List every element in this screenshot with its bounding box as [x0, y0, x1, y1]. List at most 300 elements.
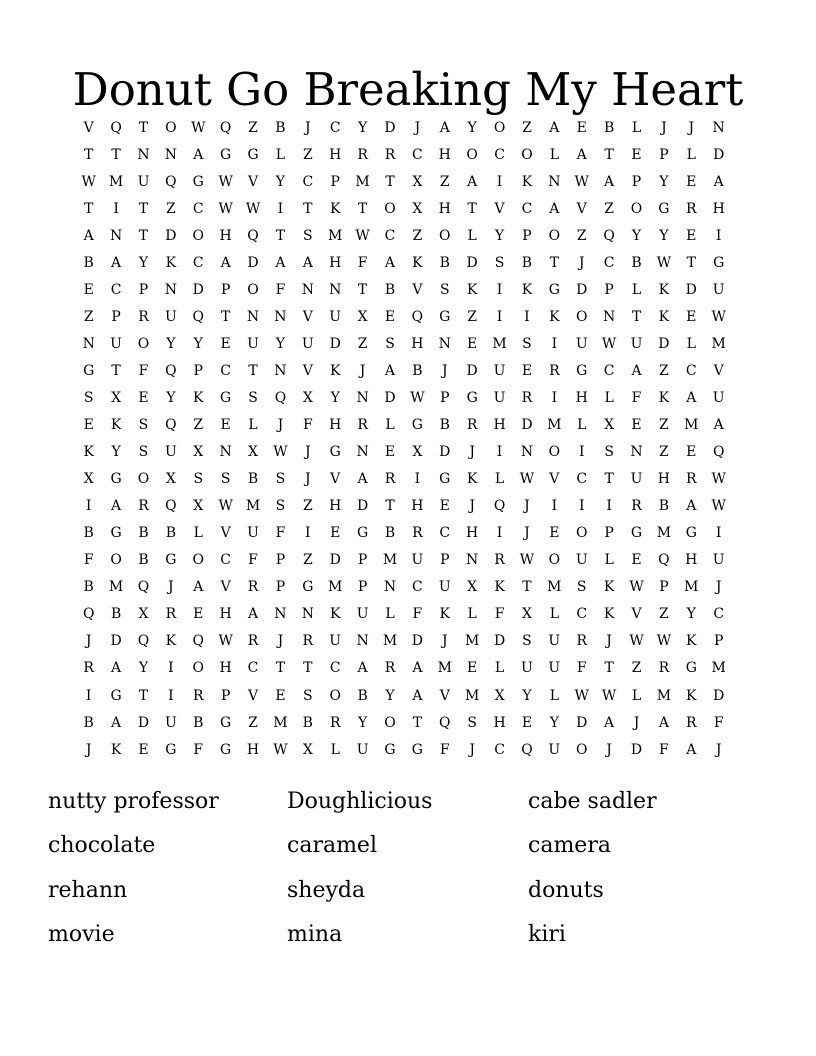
grid-letter: Y: [494, 227, 505, 244]
grid-letter: D: [137, 714, 150, 731]
grid-letter: R: [412, 525, 423, 542]
grid-letter: M: [492, 335, 507, 352]
grid-letter: X: [494, 687, 505, 704]
grid-letter: A: [412, 660, 423, 677]
grid-row: [75, 736, 732, 763]
grid-letter: M: [464, 633, 480, 650]
grid-letter: U: [630, 471, 643, 488]
grid-letter: R: [357, 417, 368, 434]
grid-letter: M: [656, 525, 672, 542]
grid-letter: J: [359, 362, 366, 379]
grid-row: [75, 114, 732, 141]
grid-letter: N: [164, 281, 177, 298]
grid-letter: A: [384, 362, 396, 379]
puzzle-title: Donut Go Breaking My Heart: [72, 63, 744, 117]
grid-letter: Q: [110, 119, 122, 136]
grid-letter: W: [601, 687, 617, 704]
grid-letter: P: [111, 308, 121, 325]
word-list-item: caramel: [287, 833, 377, 859]
grid-letter: H: [438, 146, 451, 163]
grid-letter: U: [438, 579, 451, 596]
grid-letter: N: [356, 633, 369, 650]
grid-letter: G: [329, 444, 341, 461]
grid-letter: D: [685, 281, 697, 298]
grid-letter: Y: [166, 389, 176, 406]
grid-letter: C: [192, 200, 204, 217]
grid-letter: T: [686, 254, 696, 271]
grid-letter: K: [110, 417, 122, 434]
grid-letter: T: [248, 362, 258, 379]
grid-letter: N: [712, 119, 725, 136]
grid-letter: Z: [522, 119, 532, 136]
grid-letter: I: [524, 308, 530, 325]
grid-letter: E: [330, 525, 341, 542]
grid-letter: A: [247, 606, 259, 623]
grid-letter: I: [85, 498, 92, 515]
grid-letter: S: [522, 335, 532, 352]
grid-letter: C: [603, 254, 615, 271]
grid-letter: O: [192, 227, 204, 244]
grid-letter: R: [686, 714, 697, 731]
grid-letter: O: [384, 200, 396, 217]
grid-letter: J: [85, 633, 92, 650]
grid-row: [75, 195, 732, 222]
grid-letter: Z: [412, 227, 423, 244]
grid-letter: E: [275, 687, 286, 704]
grid-letter: K: [686, 687, 697, 704]
grid-letter: A: [686, 741, 697, 758]
grid-letter: L: [549, 146, 559, 163]
grid-letter: U: [247, 335, 259, 352]
grid-letter: T: [275, 660, 286, 677]
grid-letter: K: [521, 173, 533, 190]
grid-letter: J: [469, 498, 475, 515]
grid-letter: A: [686, 389, 697, 406]
grid-letter: U: [712, 552, 725, 569]
grid-letter: F: [659, 741, 669, 758]
grid-letter: E: [138, 741, 149, 758]
grid-letter: E: [631, 146, 642, 163]
grid-letter: O: [493, 119, 506, 136]
grid-letter: G: [411, 741, 423, 758]
grid-letter: F: [631, 389, 642, 406]
grid-letter: L: [494, 660, 505, 677]
grid-letter: Y: [193, 335, 203, 352]
grid-letter: D: [630, 741, 643, 758]
grid-letter: B: [193, 714, 204, 731]
grid-letter: Y: [166, 335, 176, 352]
grid-letter: C: [494, 741, 505, 758]
grid-letter: T: [357, 200, 368, 217]
grid-letter: N: [109, 227, 123, 244]
grid-letter: F: [713, 714, 724, 731]
grid-letter: A: [713, 173, 724, 190]
grid-letter: J: [715, 741, 722, 758]
grid-letter: O: [192, 552, 204, 569]
grid-letter: J: [606, 741, 612, 758]
grid-letter: Z: [439, 173, 450, 190]
grid-letter: V: [549, 471, 560, 488]
grid-letter: R: [83, 660, 94, 677]
grid-letter: U: [164, 444, 177, 461]
grid-letter: U: [247, 525, 259, 542]
grid-letter: I: [551, 389, 558, 406]
grid-letter: F: [412, 606, 423, 623]
grid-letter: M: [547, 417, 562, 434]
grid-letter: V: [247, 173, 259, 190]
grid-letter: J: [85, 741, 92, 758]
grid-letter: U: [356, 741, 369, 758]
grid-letter: S: [193, 471, 204, 488]
grid-letter: N: [466, 552, 479, 569]
grid-letter: U: [712, 281, 725, 298]
grid-letter: N: [164, 146, 177, 163]
grid-letter: C: [302, 173, 314, 190]
grid-letter: Z: [659, 417, 669, 434]
grid-letter: E: [193, 606, 204, 623]
grid-row: [75, 439, 732, 466]
grid-letter: Z: [302, 552, 313, 569]
grid-letter: B: [302, 714, 313, 731]
grid-letter: H: [329, 498, 342, 515]
grid-letter: F: [576, 660, 587, 677]
grid-letter: N: [329, 281, 342, 298]
grid-letter: P: [275, 552, 286, 569]
grid-letter: E: [467, 660, 478, 677]
grid-letter: Y: [138, 254, 149, 271]
grid-letter: A: [604, 714, 615, 731]
grid-letter: J: [168, 579, 174, 596]
grid-letter: T: [604, 471, 614, 488]
grid-letter: S: [522, 633, 532, 650]
grid-letter: W: [273, 444, 288, 461]
grid-letter: D: [466, 362, 478, 379]
grid-row: [75, 547, 732, 574]
grid-letter: R: [247, 633, 259, 650]
grid-letter: E: [686, 227, 697, 244]
grid-row: [75, 168, 732, 195]
grid-letter: R: [658, 660, 670, 677]
grid-letter: G: [302, 579, 314, 596]
grid-letter: M: [245, 498, 261, 515]
grid-letter: T: [138, 687, 149, 704]
grid-letter: Y: [330, 389, 340, 406]
grid-letter: W: [711, 471, 726, 488]
grid-letter: T: [412, 714, 423, 731]
grid-letter: A: [604, 173, 615, 190]
grid-letter: E: [631, 552, 642, 569]
grid-letter: M: [656, 687, 672, 704]
grid-letter: O: [439, 227, 451, 244]
grid-letter: G: [165, 552, 177, 569]
grid-letter: S: [604, 444, 614, 461]
grid-letter: V: [302, 362, 313, 379]
grid-letter: A: [549, 200, 560, 217]
grid-letter: O: [575, 741, 588, 758]
grid-letter: X: [357, 308, 368, 325]
grid-letter: G: [576, 362, 588, 379]
grid-letter: O: [137, 471, 150, 488]
grid-letter: L: [494, 471, 505, 488]
grid-letter: Z: [193, 417, 204, 434]
grid-letter: F: [275, 281, 286, 298]
grid-letter: A: [220, 254, 231, 271]
grid-letter: Z: [659, 606, 669, 623]
grid-letter: H: [411, 335, 424, 352]
grid-letter: F: [83, 552, 94, 569]
grid-letter: T: [522, 579, 532, 596]
grid-letter: J: [715, 579, 722, 596]
grid-letter: X: [193, 444, 204, 461]
grid-letter: W: [410, 389, 425, 406]
grid-letter: K: [686, 633, 697, 650]
grid-letter: Q: [219, 119, 232, 136]
grid-letter: K: [521, 281, 533, 298]
grid-letter: X: [248, 444, 259, 461]
grid-letter: O: [548, 444, 561, 461]
grid-letter: I: [414, 471, 421, 488]
grid-letter: D: [384, 119, 396, 136]
grid-row: [75, 655, 732, 682]
word-list-item: cabe sadler: [528, 789, 657, 814]
grid-letter: L: [686, 146, 696, 163]
grid-letter: H: [657, 471, 670, 488]
grid-letter: L: [686, 335, 696, 352]
grid-letter: R: [302, 633, 314, 650]
grid-letter: R: [686, 200, 697, 217]
grid-letter: T: [385, 173, 395, 190]
grid-letter: P: [440, 389, 450, 406]
grid-letter: W: [656, 254, 672, 271]
grid-letter: W: [273, 741, 288, 758]
word-list-item: kiri: [528, 921, 566, 947]
grid-letter: U: [301, 335, 314, 352]
grid-letter: I: [496, 444, 503, 461]
grid-letter: E: [549, 525, 560, 542]
grid-letter: G: [165, 741, 177, 758]
grid-letter: W: [629, 633, 644, 650]
grid-letter: I: [551, 335, 558, 352]
grid-letter: R: [384, 660, 396, 677]
grid-letter: Z: [302, 498, 313, 515]
grid-letter: T: [275, 227, 286, 244]
grid-letter: R: [138, 308, 149, 325]
grid-letter: N: [383, 579, 397, 596]
grid-letter: O: [384, 714, 396, 731]
grid-letter: M: [437, 660, 452, 677]
grid-letter: J: [661, 119, 667, 136]
grid-letter: B: [275, 119, 286, 136]
grid-letter: R: [521, 389, 533, 406]
grid-letter: W: [218, 200, 233, 217]
grid-letter: F: [193, 741, 204, 758]
grid-letter: M: [711, 335, 726, 352]
grid-letter: J: [441, 633, 448, 650]
grid-letter: L: [604, 552, 614, 569]
grid-row: [75, 303, 732, 330]
grid-letter: U: [356, 606, 369, 623]
grid-letter: V: [713, 362, 724, 379]
grid-letter: E: [686, 173, 697, 190]
grid-letter: A: [576, 146, 587, 163]
grid-letter: E: [138, 389, 149, 406]
grid-letter: N: [356, 389, 369, 406]
grid-letter: B: [412, 362, 423, 379]
grid-letter: X: [302, 389, 313, 406]
grid-row: [75, 141, 732, 168]
grid-letter: C: [576, 471, 588, 488]
grid-letter: J: [305, 119, 311, 136]
grid-letter: T: [549, 254, 559, 271]
grid-letter: R: [576, 633, 587, 650]
grid-letter: W: [629, 579, 644, 596]
grid-letter: Q: [165, 498, 177, 515]
grid-letter: B: [631, 254, 642, 271]
grid-row: [75, 520, 732, 547]
word-list-item: movie: [48, 921, 115, 947]
grid-letter: U: [548, 741, 561, 758]
grid-letter: P: [220, 687, 231, 704]
grid-letter: G: [220, 714, 232, 731]
grid-letter: E: [521, 714, 533, 731]
grid-letter: P: [357, 552, 368, 569]
grid-letter: X: [521, 606, 532, 623]
grid-letter: T: [84, 146, 94, 163]
grid-letter: E: [83, 417, 94, 434]
grid-letter: D: [439, 444, 451, 461]
grid-letter: J: [578, 254, 585, 271]
grid-row: [75, 330, 732, 357]
grid-letter: C: [384, 227, 396, 244]
grid-letter: S: [248, 389, 258, 406]
grid-letter: H: [438, 200, 451, 217]
grid-letter: B: [384, 281, 396, 298]
grid-letter: S: [494, 254, 505, 271]
grid-letter: Y: [659, 227, 669, 244]
grid-letter: G: [466, 389, 478, 406]
grid-letter: B: [439, 254, 450, 271]
grid-letter: D: [713, 146, 725, 163]
grid-letter: F: [138, 362, 149, 379]
grid-letter: F: [439, 741, 450, 758]
grid-letter: R: [138, 498, 149, 515]
grid-letter: B: [138, 525, 149, 542]
grid-row: [75, 682, 732, 709]
grid-letter: M: [684, 417, 699, 434]
grid-letter: O: [548, 227, 561, 244]
grid-letter: K: [165, 254, 177, 271]
grid-letter: H: [411, 498, 424, 515]
grid-letter: V: [576, 200, 587, 217]
grid-letter: L: [330, 741, 340, 758]
grid-letter: S: [385, 335, 395, 352]
grid-letter: Q: [247, 227, 259, 244]
grid-letter: X: [412, 444, 423, 461]
grid-letter: L: [549, 606, 559, 623]
grid-letter: G: [110, 471, 122, 488]
grid-letter: L: [577, 417, 587, 434]
grid-letter: N: [137, 146, 150, 163]
grid-letter: D: [411, 633, 423, 650]
grid-letter: K: [412, 254, 423, 271]
grid-row: [75, 412, 732, 439]
grid-letter: D: [493, 633, 506, 650]
grid-letter: T: [303, 660, 313, 677]
word-list-item: chocolate: [48, 833, 156, 859]
grid-letter: G: [83, 362, 95, 379]
grid-letter: X: [467, 579, 478, 596]
grid-letter: R: [631, 498, 642, 515]
grid-letter: Q: [712, 444, 725, 461]
grid-letter: C: [412, 146, 423, 163]
grid-letter: Q: [411, 308, 424, 325]
grid-letter: T: [467, 200, 477, 217]
grid-letter: O: [192, 660, 204, 677]
grid-letter: W: [218, 633, 233, 650]
grid-letter: T: [111, 146, 121, 163]
grid-letter: B: [439, 417, 450, 434]
grid-letter: Z: [631, 660, 642, 677]
grid-letter: N: [630, 444, 643, 461]
grid-letter: N: [246, 308, 260, 325]
grid-letter: I: [496, 173, 503, 190]
grid-letter: H: [685, 552, 698, 569]
grid-letter: S: [275, 498, 286, 515]
grid-letter: A: [412, 687, 423, 704]
grid-letter: A: [467, 173, 478, 190]
grid-letter: P: [631, 173, 642, 190]
grid-letter: K: [439, 606, 450, 623]
grid-letter: G: [220, 389, 232, 406]
grid-letter: A: [111, 254, 122, 271]
grid-letter: A: [549, 119, 560, 136]
grid-letter: S: [576, 579, 587, 596]
grid-letter: Q: [165, 417, 177, 434]
grid-letter: J: [277, 417, 284, 434]
grid-letter: Z: [166, 200, 176, 217]
grid-letter: E: [631, 417, 642, 434]
grid-letter: A: [111, 714, 122, 731]
grid-letter: K: [466, 471, 478, 488]
grid-letter: B: [165, 525, 177, 542]
grid-letter: V: [220, 525, 231, 542]
grid-letter: D: [466, 254, 478, 271]
grid-letter: G: [713, 254, 725, 271]
grid-letter: C: [713, 606, 725, 623]
grid-letter: J: [606, 633, 612, 650]
grid-letter: W: [191, 119, 206, 136]
grid-letter: O: [521, 146, 533, 163]
grid-letter: H: [246, 741, 260, 758]
grid-letter: H: [329, 254, 342, 271]
grid-letter: V: [494, 200, 505, 217]
grid-letter: Q: [82, 606, 95, 623]
grid-letter: M: [382, 552, 398, 569]
word-list-item: donuts: [528, 877, 604, 903]
grid-letter: V: [330, 471, 341, 488]
grid-letter: G: [658, 200, 670, 217]
grid-letter: A: [193, 579, 204, 596]
grid-letter: M: [711, 660, 726, 677]
grid-letter: U: [521, 660, 533, 677]
grid-letter: Y: [275, 173, 286, 190]
grid-letter: M: [108, 579, 124, 596]
grid-letter: X: [302, 741, 313, 758]
grid-letter: C: [412, 579, 423, 596]
grid-letter: K: [549, 308, 560, 325]
grid-letter: E: [384, 444, 396, 461]
grid-letter: O: [165, 119, 177, 136]
